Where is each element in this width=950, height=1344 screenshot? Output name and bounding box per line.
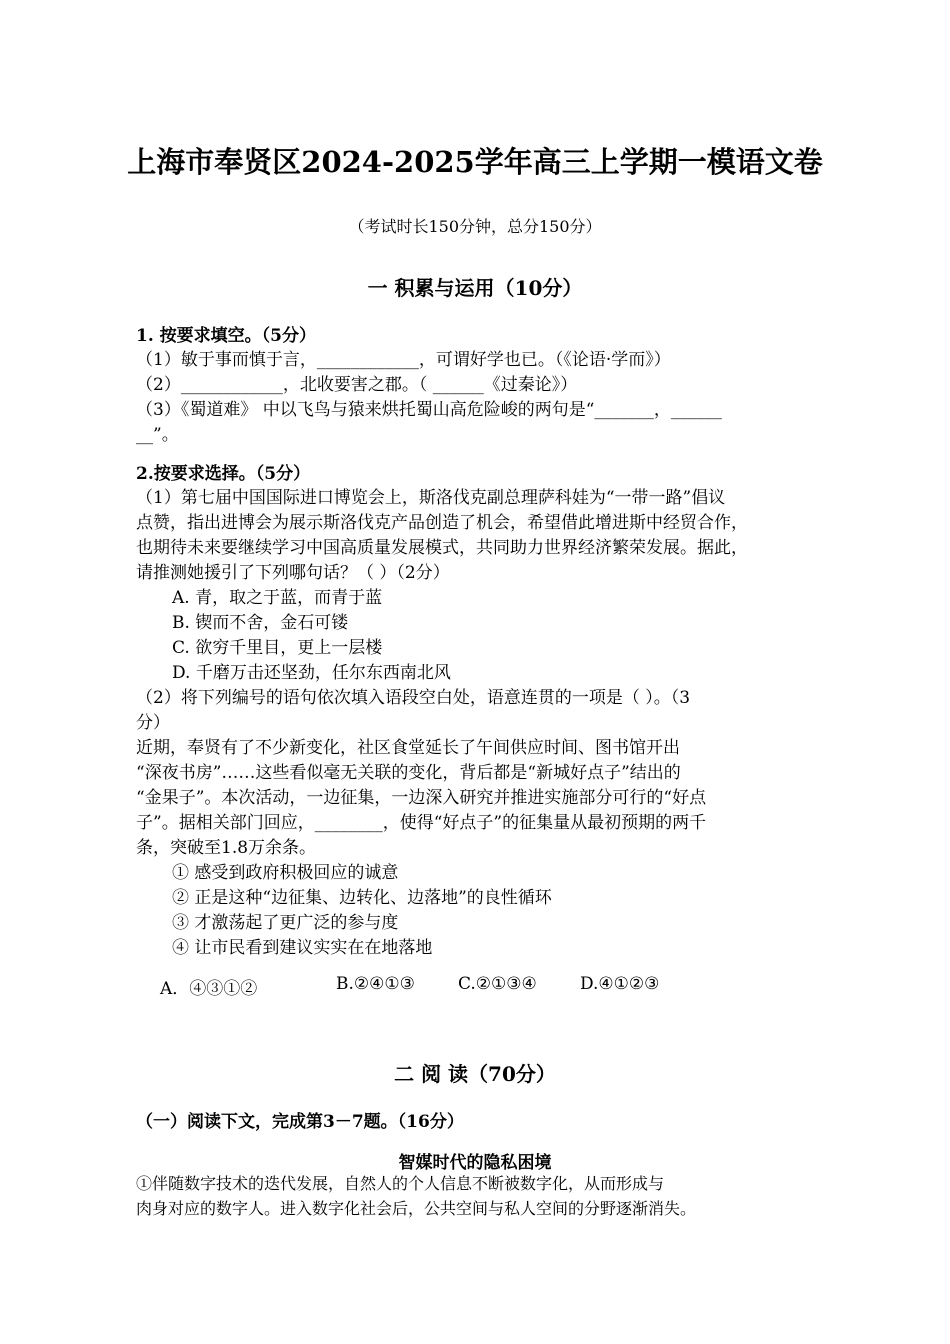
article-paragraph-line: 肉身对应的数字人。进入数字化社会后，公共空间与私人空间的分野逐渐消失。 (136, 1199, 697, 1218)
choice-d: D.④①②③ (580, 974, 660, 994)
option-b: B. 锲而不舍，金石可镂 (172, 613, 349, 633)
choice-a: A．④③①② (160, 979, 258, 999)
question-2-1-text: （1）第七届中国国际进口博览会上，斯洛伐克副总理萨科娃为“一带一路”倡议 (136, 488, 726, 508)
choice-b: B.②④①③ (336, 974, 415, 994)
reading-instructions: （一）阅读下文，完成第3－7题。（16分） (136, 1112, 464, 1132)
question-2-heading: 2.按要求选择。（5分） (136, 464, 311, 484)
question-2-1-text: 请推测她援引了下列哪句话？（ ）（2分） (136, 563, 450, 583)
passage-line: 条，突破至1.8万余条。 (136, 838, 317, 858)
passage-line: 近期，奉贤有了不少新变化，社区食堂延长了午间供应时间、图书馆开出 (136, 738, 680, 758)
document-title: 上海市奉贤区2024-2025学年高三上学期一模语文卷 (127, 145, 823, 179)
article-paragraph-line: ①伴随数字技术的迭代发展，自然人的个人信息不断被数字化，从而形成与 (136, 1174, 665, 1193)
numbered-sentence-4: ④ 让市民看到建议实实在在地落地 (172, 938, 433, 958)
numbered-sentence-1: ① 感受到政府积极回应的诚意 (172, 863, 399, 883)
section-heading-2: 二 阅 读（70分） (394, 1062, 556, 1086)
question-1-item-1: （1）敏于事而慎于言，____________，可谓好学也已。（《论语·学而》） (136, 350, 671, 370)
question-2-2-text: （2）将下列编号的语句依次填入语段空白处，语意连贯的一项是（ ）。（3 (136, 688, 691, 708)
numbered-sentence-3: ③ 才激荡起了更广泛的参与度 (172, 913, 399, 933)
question-1-item-3-cont: __”。 (136, 425, 179, 445)
question-1-item-2: （2）____________，北收要害之郡。（ ______《过秦论》） (136, 375, 578, 395)
choice-c: C.②①③④ (458, 974, 537, 994)
question-2-2-text-cont: 分） (136, 713, 170, 733)
passage-line: “深夜书房”……这些看似毫无关联的变化，背后都是“新城好点子”结出的 (136, 763, 681, 783)
option-c: C. 欲穷千里目，更上一层楼 (172, 638, 383, 658)
option-a: A. 青，取之于蓝，而青于蓝 (172, 588, 383, 608)
exam-info: （考试时长150分钟，总分150分） (348, 217, 602, 236)
question-2-1-text: 也期待未来要继续学习中国高质量发展模式，共同助力世界经济繁荣发展。据此， (136, 538, 748, 558)
passage-line: 子”。据相关部门回应，________，使得“好点子”的征集量从最初预期的两千 (136, 813, 707, 833)
passage-line: “金果子”。本次活动，一边征集，一边深入研究并推进实施部分可行的“好点 (136, 788, 707, 808)
question-1-item-3: （3）《蜀道难》 中以飞鸟与猿来烘托蜀山高危险峻的两句是“_______，______ (136, 400, 722, 420)
article-title: 智媒时代的隐私困境 (398, 1153, 552, 1173)
question-1-heading: 1. 按要求填空。（5分） (136, 326, 316, 346)
section-heading-1: 一 积累与运用（10分） (367, 276, 583, 300)
numbered-sentence-2: ② 正是这种“边征集、边转化、边落地”的良性循环 (172, 888, 552, 908)
question-2-1-text: 点赞，指出进博会为展示斯洛伐克产品创造了机会，希望借此增进斯中经贸合作， (136, 513, 748, 533)
option-d: D. 千磨万击还坚劲，任尔东西南北风 (172, 663, 451, 683)
